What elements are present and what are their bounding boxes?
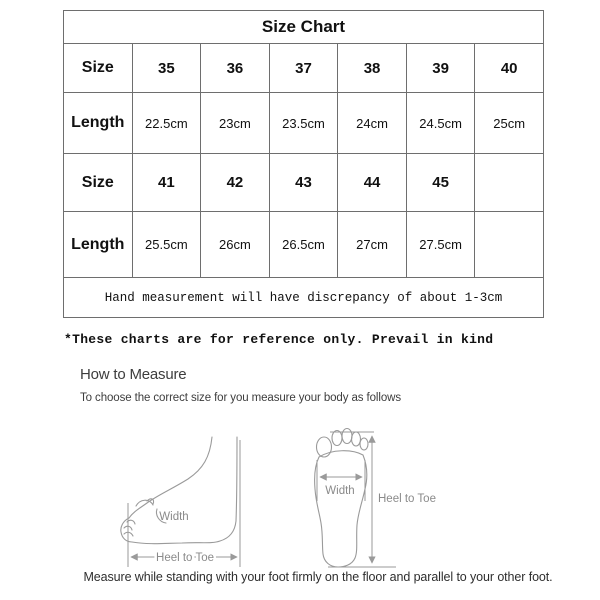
length-cell: 25cm bbox=[475, 93, 544, 154]
size-cell: 43 bbox=[269, 154, 338, 212]
size-cell: 42 bbox=[201, 154, 270, 212]
length-cell: 22.5cm bbox=[132, 93, 201, 154]
row-header-length: Length bbox=[64, 212, 133, 278]
row-header-size: Size bbox=[64, 44, 133, 93]
length-cell: 26.5cm bbox=[269, 212, 338, 278]
foot-sole-view-drawing bbox=[315, 429, 436, 568]
size-chart-table bbox=[63, 10, 544, 318]
size-cell: 41 bbox=[132, 154, 201, 212]
size-cell: 40 bbox=[475, 44, 544, 93]
table-footnote-row bbox=[64, 278, 544, 318]
sole-heel-to-toe-label: Heel to Toe bbox=[378, 493, 436, 505]
side-heel-to-toe-label: Heel to Toe bbox=[156, 552, 214, 564]
table-row-sizes-2 bbox=[64, 154, 544, 212]
reference-note: *These charts are for reference only. Prevail in kind bbox=[64, 332, 494, 347]
measure-caption: Measure while standing with your foot firmly on the floor and parallel to your other foot. bbox=[83, 570, 553, 584]
size-cell: 38 bbox=[338, 44, 407, 93]
table-title-row bbox=[64, 11, 544, 44]
size-cell: 39 bbox=[406, 44, 475, 93]
length-cell: 25.5cm bbox=[132, 212, 201, 278]
size-chart-title: Size Chart bbox=[64, 11, 544, 44]
size-cell-empty bbox=[475, 154, 544, 212]
length-cell: 23.5cm bbox=[269, 93, 338, 154]
length-cell: 23cm bbox=[201, 93, 270, 154]
table-row-sizes-1 bbox=[64, 44, 544, 93]
size-cell: 44 bbox=[338, 154, 407, 212]
foot-measurement-diagram bbox=[100, 415, 460, 580]
length-cell: 27cm bbox=[338, 212, 407, 278]
foot-side-view-drawing bbox=[121, 437, 240, 567]
how-to-measure-intro: To choose the correct size for you measure your body as follows bbox=[80, 392, 401, 404]
how-to-measure-heading: How to Measure bbox=[80, 366, 187, 383]
table-footnote: Hand measurement will have discrepancy of about 1-3cm bbox=[64, 278, 544, 318]
row-header-length: Length bbox=[64, 93, 133, 154]
size-cell: 37 bbox=[269, 44, 338, 93]
side-width-label: Width bbox=[159, 511, 189, 523]
size-cell: 35 bbox=[132, 44, 201, 93]
size-cell: 36 bbox=[201, 44, 270, 93]
length-cell: 24.5cm bbox=[406, 93, 475, 154]
row-header-size: Size bbox=[64, 154, 133, 212]
length-cell: 26cm bbox=[201, 212, 270, 278]
sole-width-label: Width bbox=[325, 485, 355, 497]
table-row-lengths-2 bbox=[64, 212, 544, 278]
length-cell: 24cm bbox=[338, 93, 407, 154]
size-cell: 45 bbox=[406, 154, 475, 212]
table-row-lengths-1 bbox=[64, 93, 544, 154]
length-cell: 27.5cm bbox=[406, 212, 475, 278]
length-cell-empty bbox=[475, 212, 544, 278]
